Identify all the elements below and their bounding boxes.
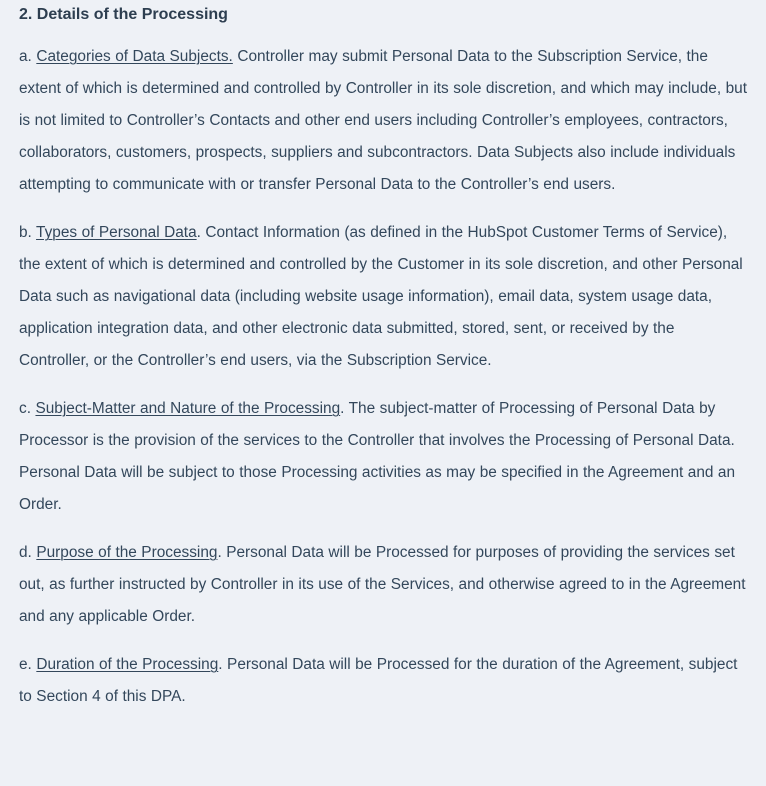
section-heading: 2. Details of the Processing (19, 6, 228, 23)
paragraph-body: Controller may submit Personal Data to the Subscription Service, the extent of which is determined and controlled by Controller in its sole discretion, and which may include, but is not limited to Controller’s Contacts and other end users including Controller’s employees, contractors, collaborators, customers, prospects, suppliers and subcontractors. Data Subjects also include individuals attempting to communicate with or transfer Personal Data to the Controller’s end users. (19, 48, 747, 193)
term-categories-of-data-subjects: Categories of Data Subjects. (36, 48, 233, 65)
term-separator: . (196, 224, 201, 241)
paragraph-body: Personal Data will be Processed for the duration of the Agreement, subject to Section 4 of this DPA. (19, 656, 738, 705)
paragraph-body: Contact Information (as defined in the HubSpot Customer Terms of Service), the extent of which is determined and controlled by the Customer in its sole discretion, and other Personal Data such as navigational data (including website usage information), email data, system usage data, application integration data, and other electronic data submitted, stored, sent, or received by the Controller, or the Controller’s end users, via the Subscription Service. (19, 224, 743, 369)
term-types-of-personal-data: Types of Personal Data (36, 224, 197, 241)
paragraph-label: d. (19, 544, 32, 561)
term-purpose-of-processing: Purpose of the Processing (36, 544, 218, 561)
term-separator: . (340, 400, 345, 417)
term-separator: . (217, 544, 222, 561)
paragraph-subject-matter-and-nature (19, 393, 747, 521)
term-separator: . (218, 656, 223, 673)
paragraph-body: The subject-matter of Processing of Personal Data by Processor is the provision of the services to the Controller that involves the Processing of Personal Data. Personal Data will be subject to those Processing activities as may be specified in the Agreement and an Order. (19, 400, 736, 513)
paragraph-label: c. (19, 400, 31, 417)
paragraph-duration-of-processing (19, 649, 747, 713)
paragraph-body: Personal Data will be Processed for purposes of providing the services set out, as further instructed by Controller in its use of the Services, and otherwise agreed to in the Agreement and any applicable Order. (19, 544, 746, 625)
term-subject-matter-and-nature: Subject-Matter and Nature of the Processing (35, 400, 341, 417)
paragraph-label: e. (19, 656, 32, 673)
paragraph-label: b. (19, 224, 32, 241)
paragraph-categories-of-data-subjects (19, 41, 747, 201)
paragraph-purpose-of-processing (19, 537, 747, 633)
paragraph-label: a. (19, 48, 32, 65)
paragraph-types-of-personal-data (19, 217, 747, 377)
term-duration-of-processing: Duration of the Processing (36, 656, 219, 673)
